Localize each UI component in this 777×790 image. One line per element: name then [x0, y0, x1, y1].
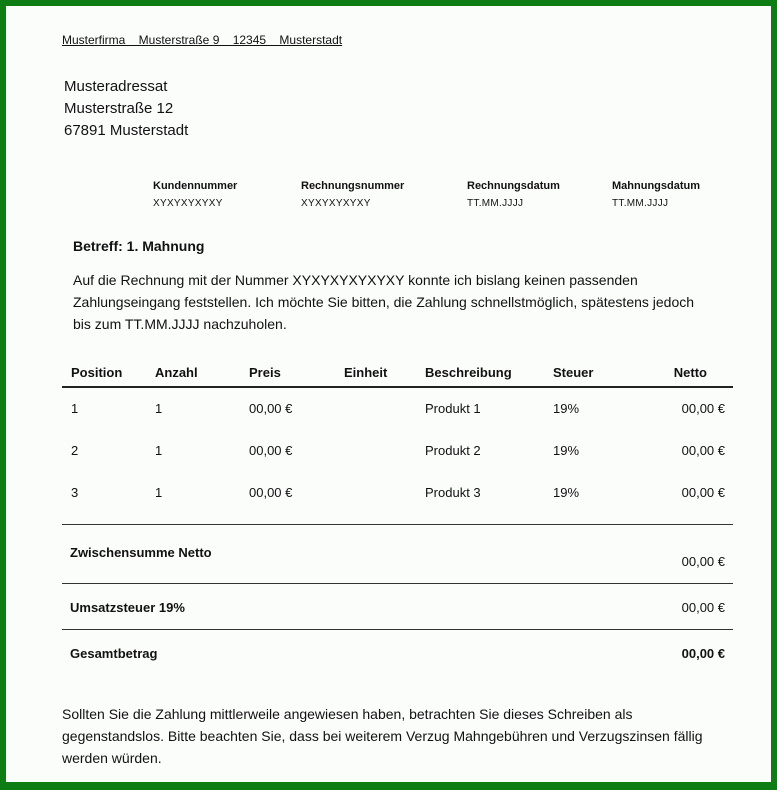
cell-beschreibung: Produkt 1 [425, 401, 481, 416]
subtotal-label: Zwischensumme Netto [70, 545, 212, 560]
table-row [62, 398, 733, 440]
sender-line: Musterfirma Musterstraße 9 12345 Musterstadt [62, 33, 343, 47]
cell-beschreibung: Produkt 3 [425, 485, 481, 500]
letter-page [6, 6, 771, 782]
cell-preis: 00,00 € [249, 443, 293, 458]
cell-steuer: 19% [553, 485, 580, 500]
header-einheit: Einheit [344, 365, 388, 380]
header-position: Position [71, 365, 123, 380]
total-row [62, 630, 733, 675]
header-beschreibung: Beschreibung [425, 365, 512, 380]
cell-position: 3 [71, 485, 79, 500]
meta-label: Rechnungsdatum [467, 180, 560, 192]
meta-rechnungsdatum [467, 180, 560, 209]
recipient-street: Musterstraße 12 [64, 100, 174, 117]
meta-label: Kundennummer [153, 180, 238, 192]
invoice-table [62, 361, 733, 675]
recipient-address [64, 76, 188, 142]
header-steuer: Steuer [553, 365, 594, 380]
meta-label: Mahnungsdatum [612, 180, 700, 192]
table-body [62, 388, 733, 525]
tax-value: 00,00 € [681, 600, 725, 615]
subtotal-value: 00,00 € [681, 554, 725, 569]
cell-anzahl: 1 [155, 401, 163, 416]
cell-netto: 00,00 € [681, 485, 725, 500]
header-anzahl: Anzahl [155, 365, 198, 380]
meta-mahnungsdatum [612, 180, 700, 209]
cell-steuer: 19% [553, 401, 580, 416]
subtotal-row [62, 525, 733, 584]
cell-anzahl: 1 [155, 443, 163, 458]
recipient-name: Musteradressat [64, 78, 168, 95]
meta-value: TT.MM.JJJJ [467, 198, 524, 209]
closing-paragraph: Sollten Sie die Zahlung mittlerweile angewiesen haben, betrachten Sie dieses Schreiben als gegenstandslos. Bitte beachten Sie, dass bei weiterem Verzug Mahngebühren und Verzugszinsen fällig werden würden. [62, 706, 703, 766]
cell-anzahl: 1 [155, 485, 163, 500]
cell-position: 2 [71, 443, 79, 458]
recipient-city: 67891 Musterstadt [64, 122, 189, 139]
cell-netto: 00,00 € [681, 401, 725, 416]
meta-value: XYXYXYXYXY [153, 198, 223, 209]
cell-netto: 00,00 € [681, 443, 725, 458]
table-header [62, 361, 733, 388]
total-value: 00,00 € [681, 646, 725, 661]
subject-line: Betreff: 1. Mahnung [73, 238, 205, 254]
meta-label: Rechnungsnummer [301, 180, 405, 192]
body-paragraph: Auf die Rechnung mit der Nummer XYXYXYXYXYXY konnte ich bislang keinen passenden Zahlungseingang feststellen. Ich möchte Sie bitten, die Zahlung schnellstmöglich, spätestens jedoch bis zum TT.MM.JJJJ nachzuholen. [73, 272, 695, 332]
cell-beschreibung: Produkt 2 [425, 443, 481, 458]
meta-value: XYXYXYXYXY [301, 198, 371, 209]
tax-label: Umsatzsteuer 19% [70, 600, 185, 615]
table-row [62, 440, 733, 482]
cell-preis: 00,00 € [249, 485, 293, 500]
table-row [62, 482, 733, 524]
meta-value: TT.MM.JJJJ [612, 198, 669, 209]
header-netto: Netto [673, 365, 707, 380]
cell-position: 1 [71, 401, 79, 416]
meta-kundennummer [153, 180, 237, 209]
header-preis: Preis [249, 365, 281, 380]
meta-rechnungsnummer [301, 180, 404, 209]
tax-row [62, 584, 733, 630]
cell-steuer: 19% [553, 443, 580, 458]
total-label: Gesamtbetrag [70, 646, 158, 661]
cell-preis: 00,00 € [249, 401, 293, 416]
